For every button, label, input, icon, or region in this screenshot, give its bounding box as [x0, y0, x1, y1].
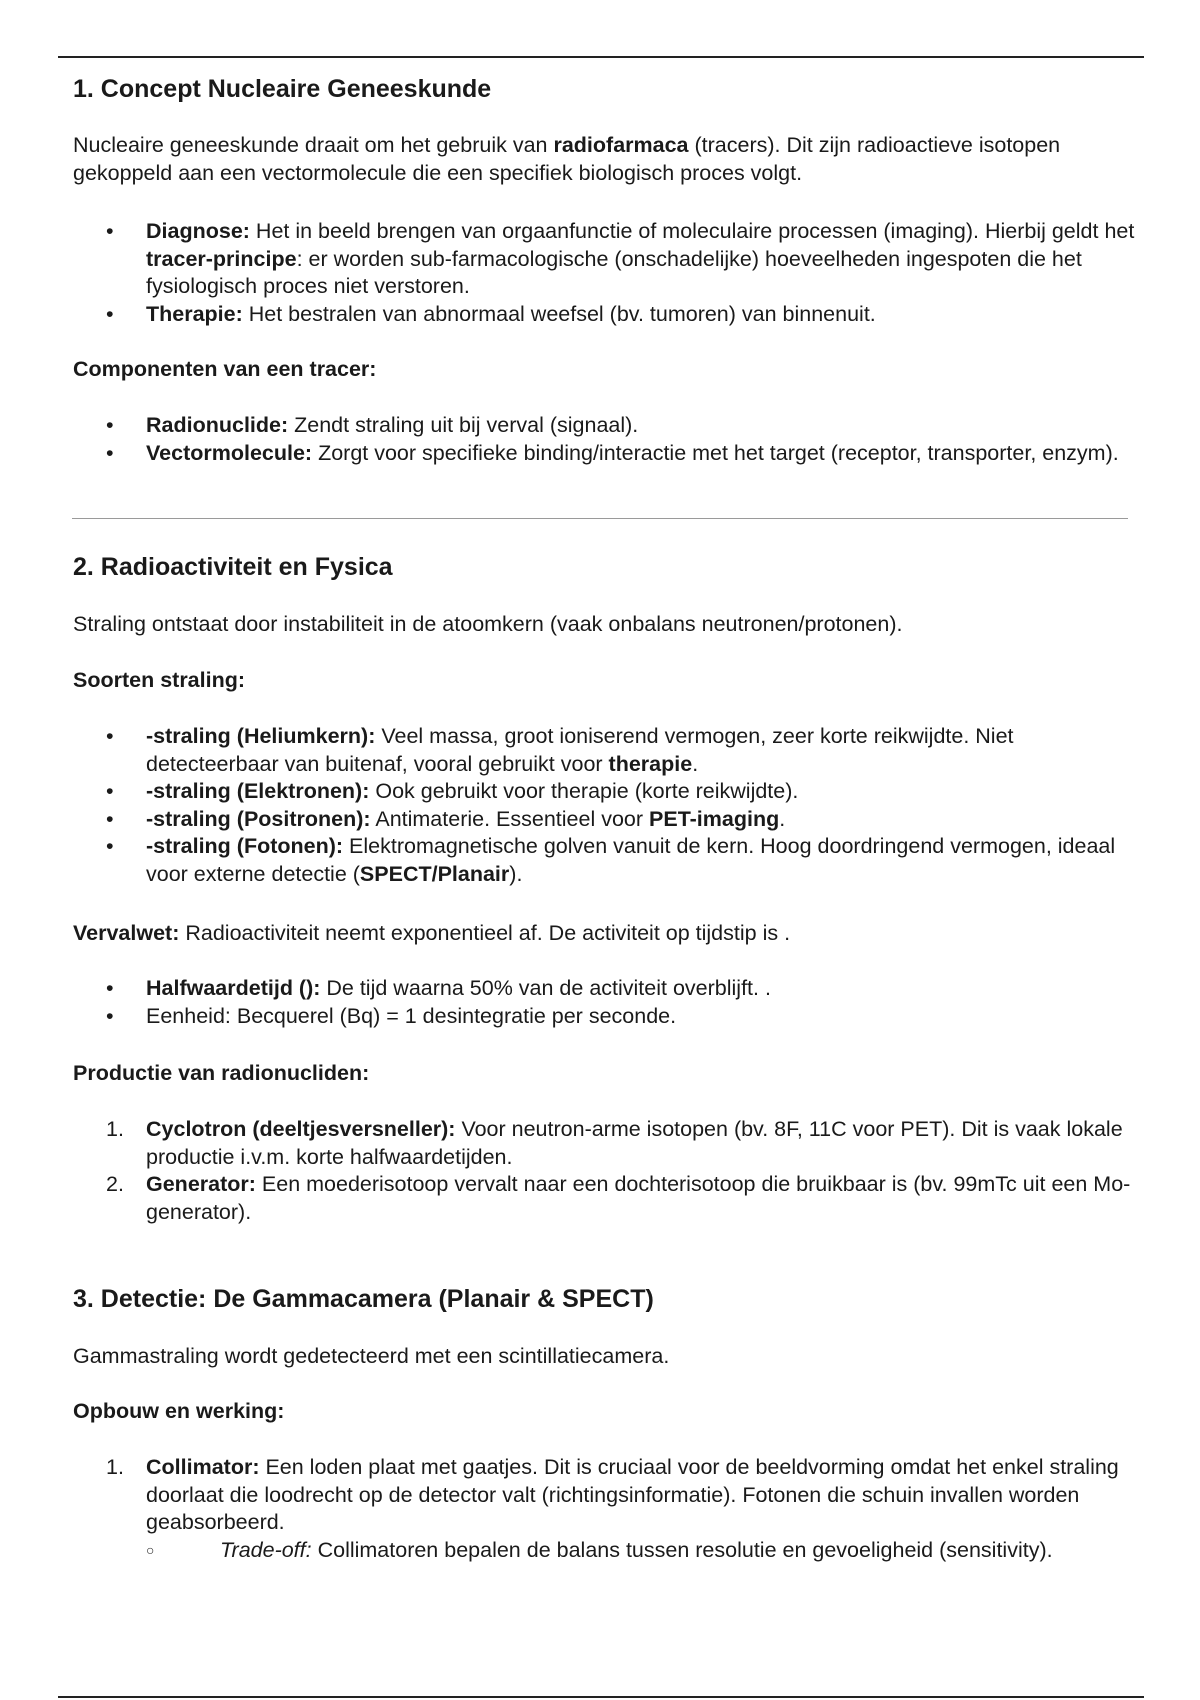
bullet-marker: • [106, 1003, 114, 1028]
section-divider [72, 518, 1128, 519]
production-heading: Productie van radionucliden: [73, 1061, 370, 1085]
list-item-trade-off: ○ Trade-off: Collimatoren bepalen de balans tussen resolutie en gevoeligheid (sensitivity). [146, 1537, 1136, 1565]
bottom-rule [58, 1696, 1144, 1698]
radiation-types-heading: Soorten straling: [73, 668, 246, 692]
section-1-intro: Nucleaire geneeskunde draait om het gebruik van radiofarmaca (tracers). Dit zijn radioactieve isotopen gekoppeld aan een vectormolecule die een specifiek biologisch proces volgt. [73, 133, 1061, 185]
decay-bullets [106, 975, 1136, 1030]
list-item-radionuclide: • Radionuclide: Zendt straling uit bij verval (signaal). [106, 412, 1136, 440]
bullet-marker: • [106, 976, 114, 1000]
list-item-vectormolecule: • Vectormolecule: Zorgt voor specifieke binding/interactie met het target (receptor, transporter, enzym). [106, 440, 1136, 468]
bullet-marker: • [106, 724, 114, 748]
bullet-marker: • [106, 834, 114, 858]
list-item-eenheid: • Eenheid: Becquerel (Bq) = 1 desintegratie per seconde. [106, 1003, 1136, 1031]
components-bullets [106, 412, 1136, 467]
top-rule [58, 56, 1144, 58]
list-item-beta: • -straling (Elektronen): Ook gebruikt voor therapie (korte reikwijdte). [106, 778, 1136, 806]
list-item-cyclotron: 1. Cyclotron (deeltjesversneller): Voor neutron-arme isotopen (bv. 8F, 11C voor PET). Dit is vaak lokale productie i.v.m. korte halfwaardetijden. [106, 1117, 1123, 1169]
list-item-collimator: 1. Collimator: Een loden plaat met gaatjes. Dit is cruciaal voor de beeldvorming omdat het enkel straling doorlaat die loodrecht op de detector valt (richtingsinformatie). Fotonen die schuin invallen worden geabsorbeerd. ○ Trade-off: Collimatoren bepalen de balans tussen resolutie en gevoeligheid (sensitivity). [106, 1454, 1136, 1564]
section-2-intro: Straling ontstaat door instabiliteit in de atoomkern (vaak onbalans neutronen/protonen). [73, 612, 903, 636]
bullet-marker: • [106, 440, 114, 465]
number-marker: 1. [106, 1117, 124, 1141]
list-item-diagnose: • Diagnose: Het in beeld brengen van orgaanfunctie of moleculaire processen (imaging). Hierbij geldt het tracer-principe: er worden sub-farmacologische (onschadelijke) hoeveelheden ingespoten die het fysiologisch proces niet verstoren. [106, 219, 1135, 298]
bullet-marker: • [106, 779, 114, 803]
radiation-types-bullets [106, 723, 1136, 888]
section-3-heading: 3. Detectie: De Gammacamera (Planair & SPECT) [73, 1285, 654, 1313]
bullet-marker: • [106, 413, 114, 437]
number-marker: 2. [106, 1172, 124, 1196]
build-list [106, 1454, 1136, 1564]
production-list [106, 1116, 1136, 1226]
number-marker: 1. [106, 1455, 124, 1479]
list-item-generator: 2. Generator: Een moederisotoop vervalt naar een dochterisotoop die bruikbaar is (bv. 99mTc uit een Mo-generator). [106, 1172, 1131, 1224]
bullet-marker: • [106, 301, 114, 326]
section-1-bullets [106, 218, 1136, 328]
section-3-intro: Gammastraling wordt gedetecteerd met een scintillatiecamera. [73, 1344, 670, 1368]
list-item-therapie: • Therapie: Het bestralen van abnormaal weefsel (bv. tumoren) van binnenuit. [106, 301, 1136, 329]
list-item-alpha: • -straling (Heliumkern): Veel massa, groot ioniserend vermogen, zeer korte reikwijdte. Niet detecteerbaar van buitenaf, vooral gebruikt voor therapie. [106, 724, 1014, 776]
build-heading: Opbouw en werking: [73, 1399, 285, 1423]
section-2-heading: 2. Radioactiviteit en Fysica [73, 553, 393, 581]
bullet-marker: • [106, 219, 114, 243]
list-item-gamma: • -straling (Fotonen): Elektromagnetische golven vanuit de kern. Hoog doordringend vermogen, ideaal voor externe detectie (SPECT/Planair). [106, 834, 1116, 886]
list-item-positron: • -straling (Positronen): Antimaterie. Essentieel voor PET-imaging. [106, 806, 1136, 834]
section-1-heading: 1. Concept Nucleaire Geneeskunde [73, 75, 492, 103]
decay-law: Vervalwet: Radioactiviteit neemt exponentieel af. De activiteit op tijdstip is . [73, 921, 791, 945]
circle-bullet-icon: ○ [146, 1541, 155, 1558]
list-item-halfwaardetijd: • Halfwaardetijd (): De tijd waarna 50% van de activiteit overblijft. . [106, 975, 1136, 1003]
bullet-marker: • [106, 806, 114, 831]
components-heading: Componenten van een tracer: [73, 357, 377, 381]
